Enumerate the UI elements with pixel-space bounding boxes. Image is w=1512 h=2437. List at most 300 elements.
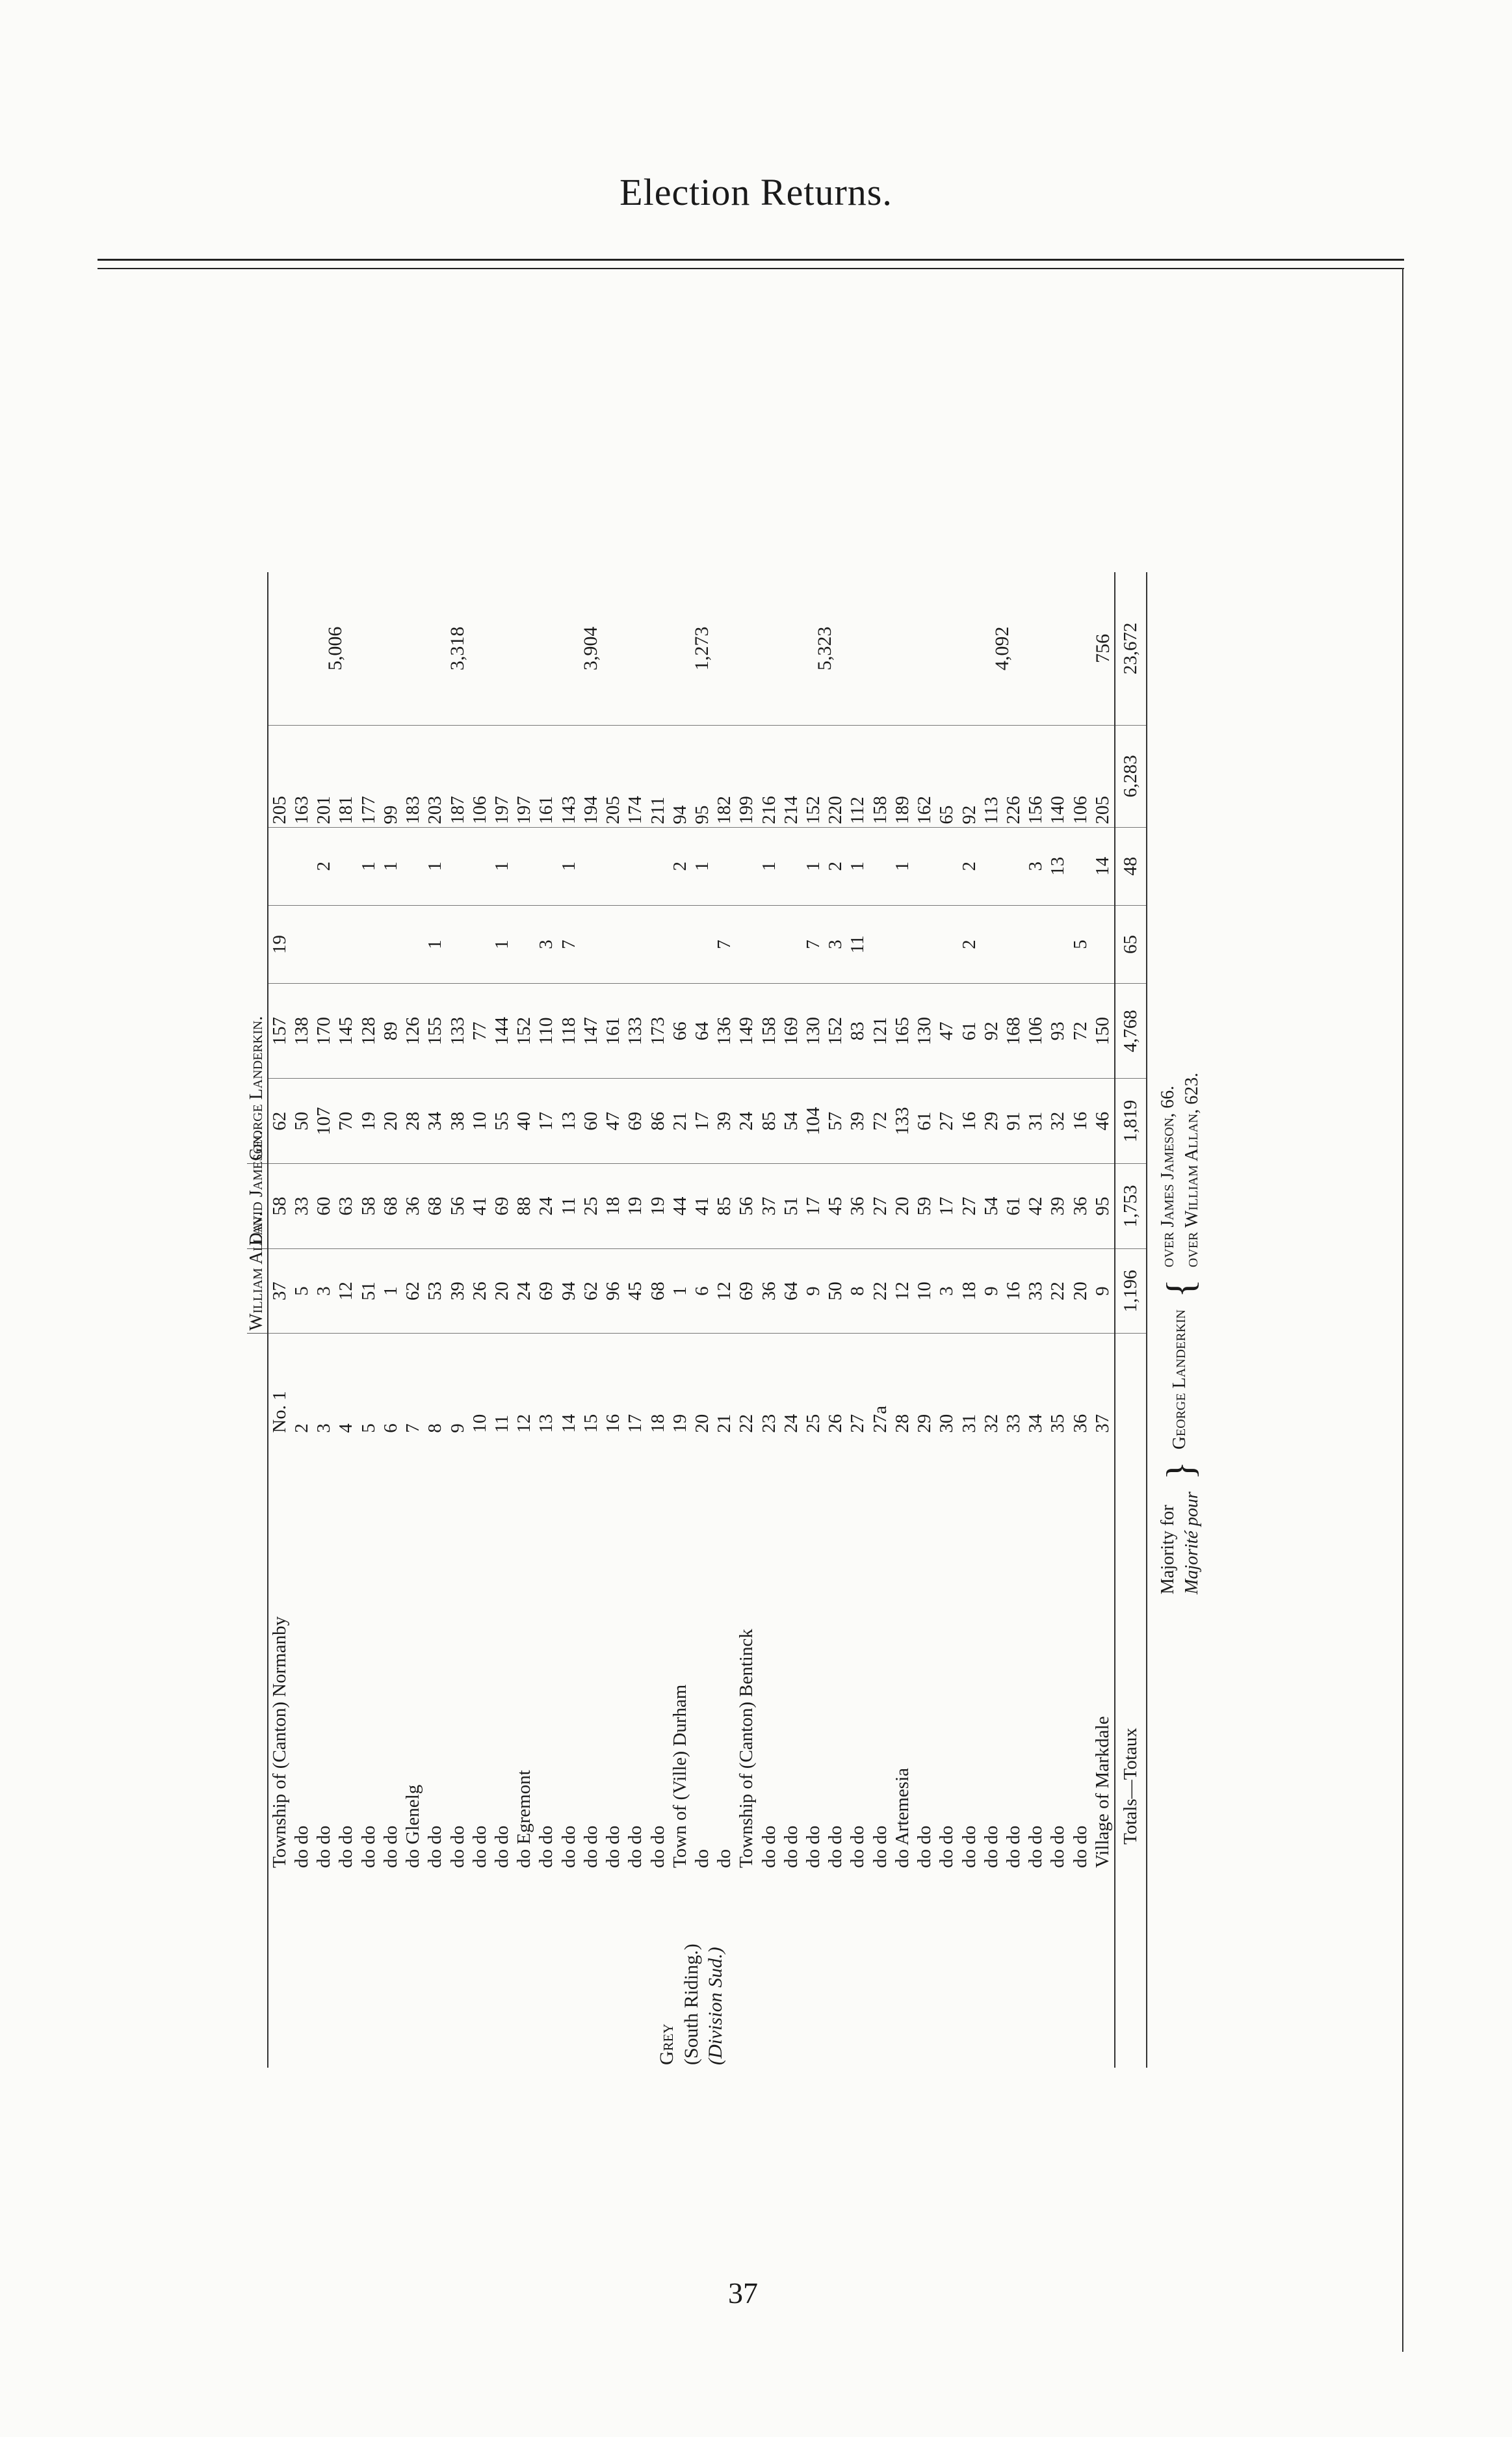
majority-label: Majority for <box>1158 1505 1179 1594</box>
votes-allan: 20 <box>491 1248 513 1334</box>
voters-on-list: 216 <box>758 725 780 827</box>
total-c8: 23,672 <box>1115 572 1146 725</box>
voters-on-list: 152 <box>802 725 824 827</box>
votes-landerkin: 39 <box>713 1079 735 1164</box>
brace-right: { <box>1158 1279 1202 1298</box>
rejected-ballots <box>1047 905 1069 983</box>
voters-on-list: 201 <box>313 725 335 827</box>
spoiled-ballots: 2 <box>958 827 980 905</box>
voters-on-list: 92 <box>958 725 980 827</box>
votes-landerkin: 17 <box>691 1079 713 1164</box>
votes-jameson: 56 <box>447 1164 469 1249</box>
voters-on-list: 94 <box>669 725 691 827</box>
spoiled-ballots: 1 <box>691 827 713 905</box>
poll-number: 30 <box>936 1414 958 1433</box>
voters-on-list: 182 <box>713 725 735 827</box>
table-row <box>424 572 446 2068</box>
polling-place: do do <box>447 1825 468 1868</box>
rejected-ballots <box>780 905 802 983</box>
spoiled-ballots <box>469 827 491 905</box>
polling-place: do do <box>958 1825 980 1868</box>
votes-allan: 12 <box>891 1248 913 1334</box>
spoiled-ballots: 1 <box>802 827 824 905</box>
spoiled-ballots: 1 <box>846 827 868 905</box>
voters-on-list: 226 <box>1002 725 1024 827</box>
table-row <box>647 572 669 2068</box>
votes-landerkin: 107 <box>313 1079 335 1164</box>
polling-place: do do <box>847 1825 868 1868</box>
page-title: Election Returns. <box>619 171 893 213</box>
votes-allan: 39 <box>447 1248 469 1334</box>
spoiled-ballots: 2 <box>313 827 335 905</box>
votes-landerkin: 40 <box>513 1079 535 1164</box>
poll-number: 19 <box>669 1414 690 1433</box>
votes-total: 170 <box>313 984 335 1079</box>
votes-jameson: 61 <box>1002 1164 1024 1249</box>
poll-number: 32 <box>980 1414 1002 1433</box>
rejected-ballots <box>624 905 646 983</box>
votes-allan: 33 <box>1024 1248 1047 1334</box>
votes-landerkin: 19 <box>358 1079 380 1164</box>
votes-total: 66 <box>669 984 691 1079</box>
poll-number: 4 <box>335 1423 357 1433</box>
votes-jameson: 20 <box>891 1164 913 1249</box>
votes-total: 158 <box>758 984 780 1079</box>
spoiled-ballots: 14 <box>1091 827 1115 905</box>
rejected-ballots: 5 <box>1069 905 1091 983</box>
votes-total: 149 <box>735 984 757 1079</box>
spoiled-ballots: 13 <box>1047 827 1069 905</box>
table-row <box>958 572 980 2068</box>
poll-number: 10 <box>469 1414 490 1433</box>
polling-place: do do <box>980 1825 1002 1868</box>
votes-allan: 10 <box>913 1248 935 1334</box>
polling-place: do do <box>380 1825 401 1868</box>
votes-allan: 1 <box>669 1248 691 1334</box>
votes-total: 126 <box>402 984 424 1079</box>
spoiled-ballots: 1 <box>358 827 380 905</box>
votes-jameson: 17 <box>802 1164 824 1249</box>
municipality-total: 3,904 <box>513 572 669 725</box>
municipality-total: 4,092 <box>913 572 1091 725</box>
votes-landerkin: 60 <box>580 1079 602 1164</box>
spoiled-ballots <box>1002 827 1024 905</box>
table-row <box>535 572 557 2068</box>
rejected-ballots: 7 <box>802 905 824 983</box>
polling-place: Town of (Ville) Durham <box>669 1684 690 1868</box>
polling-place: do do <box>558 1825 579 1868</box>
poll-number: 16 <box>603 1414 624 1433</box>
table-row <box>980 572 1002 2068</box>
votes-total: 61 <box>958 984 980 1079</box>
votes-total: 110 <box>535 984 557 1079</box>
votes-allan: 36 <box>758 1248 780 1334</box>
votes-landerkin: 28 <box>402 1079 424 1164</box>
top-rule-inner <box>98 268 1404 269</box>
total-landerkin: 1,819 <box>1115 1079 1146 1164</box>
votes-landerkin: 50 <box>291 1079 313 1164</box>
votes-landerkin: 91 <box>1002 1079 1024 1164</box>
table-row <box>913 572 935 2068</box>
voters-on-list: 99 <box>380 725 402 827</box>
votes-allan: 64 <box>780 1248 802 1334</box>
table-row <box>447 572 469 2068</box>
polling-place: do do <box>1069 1825 1091 1868</box>
polling-place: do Egremont <box>514 1770 535 1868</box>
votes-landerkin: 86 <box>647 1079 669 1164</box>
polling-place: do do <box>625 1825 646 1868</box>
votes-allan: 94 <box>558 1248 580 1334</box>
rejected-ballots <box>447 905 469 983</box>
votes-allan: 26 <box>469 1248 491 1334</box>
polling-place: do do <box>335 1825 357 1868</box>
votes-landerkin: 46 <box>1091 1079 1115 1164</box>
votes-jameson: 19 <box>624 1164 646 1249</box>
polling-place: do do <box>936 1825 958 1868</box>
voters-on-list: 197 <box>491 725 513 827</box>
votes-landerkin: 16 <box>1069 1079 1091 1164</box>
header-allan: William Allan. <box>247 1248 268 1334</box>
votes-allan: 6 <box>691 1248 713 1334</box>
spoiled-ballots <box>980 827 1002 905</box>
district-cell <box>268 1871 1115 2068</box>
spoiled-ballots: 1 <box>380 827 402 905</box>
votes-landerkin: 133 <box>891 1079 913 1164</box>
votes-total: 64 <box>691 984 713 1079</box>
polling-place: do do <box>424 1825 446 1868</box>
votes-allan: 9 <box>980 1248 1002 1334</box>
voters-on-list: 140 <box>1047 725 1069 827</box>
voters-on-list: 158 <box>869 725 891 827</box>
votes-total: 152 <box>824 984 846 1079</box>
rejected-ballots <box>1091 905 1115 983</box>
voters-on-list: 162 <box>913 725 935 827</box>
spoiled-ballots <box>647 827 669 905</box>
rejected-ballots: 7 <box>713 905 735 983</box>
table-row <box>1024 572 1047 2068</box>
votes-total: 144 <box>491 984 513 1079</box>
table-row <box>558 572 580 2068</box>
table-body <box>268 572 1147 2068</box>
votes-jameson: 63 <box>335 1164 357 1249</box>
voters-on-list: 143 <box>558 725 580 827</box>
votes-jameson: 25 <box>580 1164 602 1249</box>
poll-number: 2 <box>291 1423 313 1433</box>
votes-allan: 9 <box>802 1248 824 1334</box>
poll-number: 18 <box>647 1414 668 1433</box>
votes-total: 169 <box>780 984 802 1079</box>
rejected-ballots <box>291 905 313 983</box>
votes-landerkin: 70 <box>335 1079 357 1164</box>
rejected-ballots: 3 <box>535 905 557 983</box>
poll-number: 33 <box>1003 1414 1024 1433</box>
votes-jameson: 68 <box>380 1164 402 1249</box>
poll-number: 36 <box>1069 1414 1091 1433</box>
rejected-ballots <box>647 905 669 983</box>
votes-allan: 69 <box>535 1248 557 1334</box>
rejected-ballots <box>335 905 357 983</box>
table-row <box>469 572 491 2068</box>
votes-jameson: 33 <box>291 1164 313 1249</box>
polling-place: do Glenelg <box>402 1784 424 1868</box>
votes-jameson: 36 <box>1069 1164 1091 1249</box>
votes-allan: 16 <box>1002 1248 1024 1334</box>
polling-place: do do <box>603 1825 624 1868</box>
poll-number: 34 <box>1025 1414 1047 1433</box>
table-row <box>1047 572 1069 2068</box>
rejected-ballots: 1 <box>424 905 446 983</box>
voters-on-list: 189 <box>891 725 913 827</box>
votes-jameson: 45 <box>824 1164 846 1249</box>
table-row <box>780 572 802 2068</box>
votes-total: 130 <box>913 984 935 1079</box>
table-row <box>1069 572 1091 2068</box>
voters-on-list: 220 <box>824 725 846 827</box>
votes-total: 72 <box>1069 984 1091 1079</box>
table-row <box>580 572 602 2068</box>
votes-landerkin: 27 <box>935 1079 958 1164</box>
municipality-total: 5,006 <box>268 572 402 725</box>
rejected-ballots: 11 <box>846 905 868 983</box>
votes-total: 106 <box>1024 984 1047 1079</box>
polling-place: do do <box>313 1825 335 1868</box>
votes-landerkin: 21 <box>669 1079 691 1164</box>
votes-allan: 50 <box>824 1248 846 1334</box>
spoiled-ballots <box>402 827 424 905</box>
table-row <box>758 572 780 2068</box>
spoiled-ballots <box>735 827 757 905</box>
votes-landerkin: 39 <box>846 1079 868 1164</box>
voters-on-list: 163 <box>291 725 313 827</box>
rejected-ballots <box>1002 905 1024 983</box>
page-border-line <box>1402 268 1403 2352</box>
votes-allan: 20 <box>1069 1248 1091 1334</box>
votes-total: 138 <box>291 984 313 1079</box>
votes-allan: 12 <box>335 1248 357 1334</box>
page-number: 37 <box>728 2276 758 2310</box>
votes-jameson: 27 <box>869 1164 891 1249</box>
voters-on-list: 203 <box>424 725 446 827</box>
votes-landerkin: 55 <box>491 1079 513 1164</box>
table-row <box>358 572 380 2068</box>
votes-landerkin: 72 <box>869 1079 891 1164</box>
total-allan: 1,196 <box>1115 1248 1146 1334</box>
rejected-ballots <box>669 905 691 983</box>
votes-jameson: 54 <box>980 1164 1002 1249</box>
poll-number: 35 <box>1047 1414 1069 1433</box>
votes-allan: 24 <box>513 1248 535 1334</box>
voters-on-list: 199 <box>735 725 757 827</box>
voters-on-list: 156 <box>1024 725 1047 827</box>
voters-on-list: 183 <box>402 725 424 827</box>
poll-number: 20 <box>691 1414 712 1433</box>
votes-jameson: 58 <box>268 1164 291 1249</box>
table-row <box>869 572 891 2068</box>
poll-number: 11 <box>491 1414 512 1433</box>
totals-row <box>1115 572 1146 2068</box>
votes-jameson: 69 <box>491 1164 513 1249</box>
votes-landerkin: 32 <box>1047 1079 1069 1164</box>
polling-place: do do <box>358 1825 379 1868</box>
votes-total: 161 <box>602 984 624 1079</box>
table-row <box>891 572 913 2068</box>
votes-total: 92 <box>980 984 1002 1079</box>
votes-landerkin: 104 <box>802 1079 824 1164</box>
poll-number: 15 <box>580 1414 601 1433</box>
voters-on-list: 177 <box>358 725 380 827</box>
table-row <box>669 572 691 2068</box>
spoiled-ballots: 1 <box>758 827 780 905</box>
polling-place: do <box>691 1849 712 1868</box>
votes-jameson: 85 <box>713 1164 735 1249</box>
poll-number: 22 <box>736 1414 757 1433</box>
polling-place: do do <box>1047 1825 1069 1868</box>
votes-allan: 18 <box>958 1248 980 1334</box>
polling-place: do do <box>825 1825 846 1868</box>
votes-landerkin: 17 <box>535 1079 557 1164</box>
poll-number: 8 <box>424 1423 446 1433</box>
polling-place: do do <box>580 1825 601 1868</box>
votes-allan: 3 <box>935 1248 958 1334</box>
poll-number: 6 <box>380 1423 401 1433</box>
spoiled-ballots <box>713 827 735 905</box>
table-row <box>691 572 713 2068</box>
polling-place: Township of (Canton) Bentinck <box>736 1629 757 1868</box>
votes-total: 155 <box>424 984 446 1079</box>
votes-jameson: 44 <box>669 1164 691 1249</box>
votes-total: 121 <box>869 984 891 1079</box>
poll-number: 27a <box>869 1405 891 1433</box>
poll-number: 37 <box>1092 1414 1114 1433</box>
spoiled-ballots <box>291 827 313 905</box>
table-row <box>735 572 757 2068</box>
votes-allan: 9 <box>1091 1248 1115 1334</box>
votes-landerkin: 29 <box>980 1079 1002 1164</box>
votes-allan: 45 <box>624 1248 646 1334</box>
poll-number: 25 <box>803 1414 824 1433</box>
votes-total: 133 <box>447 984 469 1079</box>
votes-jameson: 17 <box>935 1164 958 1249</box>
polling-place: do do <box>536 1825 557 1868</box>
rejected-ballots: 1 <box>491 905 513 983</box>
poll-number: 23 <box>758 1414 779 1433</box>
top-rule <box>98 259 1404 261</box>
spoiled-ballots <box>335 827 357 905</box>
votes-allan: 69 <box>735 1248 757 1334</box>
votes-allan: 22 <box>869 1248 891 1334</box>
total-c7: 6,283 <box>1115 725 1146 827</box>
votes-jameson: 51 <box>780 1164 802 1249</box>
votes-total: 157 <box>268 984 291 1079</box>
table-row <box>935 572 958 2068</box>
votes-total: 133 <box>624 984 646 1079</box>
spoiled-ballots: 1 <box>491 827 513 905</box>
polling-place: do Artemesia <box>891 1768 913 1868</box>
municipality-total: 1,273 <box>669 572 736 725</box>
poll-number: 31 <box>958 1414 980 1433</box>
polling-place: do <box>714 1849 735 1868</box>
polling-place: do do <box>491 1825 512 1868</box>
rejected-ballots <box>1024 905 1047 983</box>
votes-total: 128 <box>358 984 380 1079</box>
votes-jameson: 68 <box>424 1164 446 1249</box>
rejected-ballots: 7 <box>558 905 580 983</box>
voters-on-list: 205 <box>1091 725 1115 827</box>
spoiled-ballots: 2 <box>669 827 691 905</box>
spoiled-ballots: 2 <box>824 827 846 905</box>
poll-number: 3 <box>313 1423 335 1433</box>
polling-place: do do <box>758 1825 779 1868</box>
votes-total: 47 <box>935 984 958 1079</box>
table-row <box>491 572 513 2068</box>
spoiled-ballots <box>580 827 602 905</box>
rejected-ballots <box>358 905 380 983</box>
polling-place: Township of (Canton) Normanby <box>268 1616 290 1868</box>
votes-allan: 51 <box>358 1248 380 1334</box>
total-c5: 65 <box>1115 905 1146 983</box>
votes-landerkin: 13 <box>558 1079 580 1164</box>
poll-number: 27 <box>847 1414 868 1433</box>
votes-total: 118 <box>558 984 580 1079</box>
rejected-ballots <box>402 905 424 983</box>
votes-allan: 8 <box>846 1248 868 1334</box>
table-row <box>802 572 824 2068</box>
district-name: Grey <box>656 2023 678 2065</box>
poll-number: 12 <box>514 1414 535 1433</box>
poll-number: 21 <box>714 1414 735 1433</box>
polling-place: do do <box>647 1825 668 1868</box>
poll-number: 14 <box>558 1414 579 1433</box>
rejected-ballots <box>980 905 1002 983</box>
table-row <box>513 572 535 2068</box>
votes-allan: 22 <box>1047 1248 1069 1334</box>
municipality-total: 756 <box>1091 572 1115 725</box>
voters-on-list: 194 <box>580 725 602 827</box>
table-row <box>380 572 402 2068</box>
table-row <box>624 572 646 2068</box>
poll-number: 29 <box>914 1414 935 1433</box>
votes-allan: 5 <box>291 1248 313 1334</box>
poll-number: 28 <box>891 1414 913 1433</box>
votes-total: 136 <box>713 984 735 1079</box>
votes-allan: 3 <box>313 1248 335 1334</box>
votes-total: 150 <box>1091 984 1115 1079</box>
votes-jameson: 37 <box>758 1164 780 1249</box>
votes-jameson: 19 <box>647 1164 669 1249</box>
total-jameson: 1,753 <box>1115 1164 1146 1249</box>
rejected-ballots <box>913 905 935 983</box>
polling-place: do do <box>1025 1825 1047 1868</box>
table-row <box>313 572 335 2068</box>
spoiled-ballots <box>268 827 291 905</box>
majority-over-1: over James Jameson, 66. <box>1158 1085 1179 1268</box>
poll-number: 7 <box>402 1423 424 1433</box>
brace-left: } <box>1158 1461 1202 1481</box>
voters-on-list: 181 <box>335 725 357 827</box>
spoiled-ballots: 1 <box>558 827 580 905</box>
votes-landerkin: 69 <box>624 1079 646 1164</box>
votes-jameson: 56 <box>735 1164 757 1249</box>
table-row <box>602 572 624 2068</box>
rejected-ballots <box>313 905 335 983</box>
votes-total: 173 <box>647 984 669 1079</box>
majority-over-2: over William Allan, 623. <box>1181 1072 1202 1268</box>
votes-jameson: 39 <box>1047 1164 1069 1249</box>
voters-on-list: 106 <box>1069 725 1091 827</box>
votes-allan: 62 <box>580 1248 602 1334</box>
votes-jameson: 95 <box>1091 1164 1115 1249</box>
votes-jameson: 18 <box>602 1164 624 1249</box>
